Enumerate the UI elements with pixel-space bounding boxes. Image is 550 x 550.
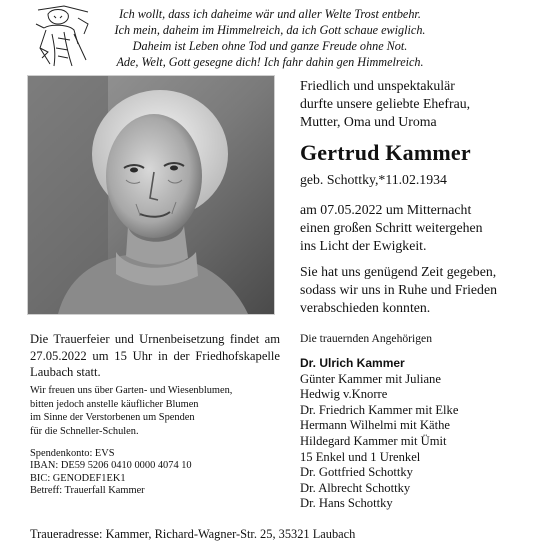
funeral-ceremony-info: Die Trauerfeier und Urnenbeisetzung findet am 27.05.2022 um 15 Uhr in der Friedhofskapelle Laubach statt. <box>30 332 280 379</box>
flowers-line: bitten jedoch anstelle käuflicher Blumen <box>30 398 199 410</box>
flowers-line: Wir freuen uns über Garten- und Wiesenblumen, <box>30 385 233 396</box>
death-text <box>300 201 532 255</box>
verse-line: Daheim ist Leben ohne Tod und ganze Freude ohne Not. <box>132 39 408 53</box>
verse-line: Ich wollt, dass ich daheime wär und aller Welte Trost entbehr. <box>119 7 421 21</box>
mourner-name: Dr. Friedrich Kammer mit Elke <box>300 402 459 417</box>
mourner-name: Günter Kammer mit Juliane <box>300 371 441 386</box>
flowers-donation-request <box>30 384 280 438</box>
mourner-name: Hildegard Kammer mit Ümit <box>300 433 447 448</box>
farewell-line: verabschieden konnten. <box>300 300 431 315</box>
birth-info: geb. Schottky,*11.02.1934 <box>300 172 447 187</box>
intro-line: durfte unsere geliebte Ehefrau, <box>300 96 471 111</box>
mourner-name: Dr. Hans Schottky <box>300 496 393 511</box>
verse-line: Ich mein, daheim im Himmelreich, da ich Gott schaue ewiglich. <box>114 23 426 37</box>
mourner-name: Dr. Ulrich Kammer <box>300 356 405 370</box>
bank-line: BIC: GENODEF1EK1 <box>30 472 126 484</box>
farewell-text <box>300 263 532 317</box>
farewell-line: sodass wir uns in Ruhe und Frieden <box>300 282 497 297</box>
poem-verse <box>100 6 440 70</box>
mourning-address: Traueradresse: Kammer, Richard-Wagner-Str. 25, 35321 Laubach <box>30 527 356 541</box>
mourners-list <box>300 356 532 512</box>
intro-text <box>300 77 532 131</box>
flowers-line: für die Schneller-Schulen. <box>30 425 139 437</box>
donation-bank-details <box>30 448 280 497</box>
intro-line: Friedlich und unspektakulär <box>300 78 455 93</box>
death-line: einen großen Schritt weitergehen <box>300 220 483 235</box>
bank-line: Spendenkonto: EVS <box>30 448 115 459</box>
bank-line: IBAN: DE59 5206 0410 0000 4074 10 <box>30 460 192 472</box>
pilgrim-sketch-illustration <box>34 4 92 68</box>
death-line: am 07.05.2022 um Mitternacht <box>300 202 472 217</box>
flowers-line: im Sinne der Verstorbenen um Spenden <box>30 412 195 423</box>
death-line: ins Licht der Ewigkeit. <box>300 238 427 253</box>
mourners-heading: Die trauernden Angehörigen <box>300 332 432 345</box>
mourner-name: Hermann Wilhelmi mit Käthe <box>300 418 450 433</box>
intro-line: Mutter, Oma und Uroma <box>300 114 437 129</box>
mourner-name: Hedwig v.Knorre <box>300 387 388 402</box>
verse-line: Ade, Welt, Gott gesegne dich! Ich fahr dahin gen Himmelreich. <box>116 55 424 69</box>
bank-line: Betreff: Trauerfall Kammer <box>30 484 145 496</box>
portrait-photo <box>28 76 274 314</box>
mourner-name: Dr. Albrecht Schottky <box>300 480 411 495</box>
mourner-name: Dr. Gottfried Schottky <box>300 465 413 480</box>
deceased-name: Gertrud Kammer <box>300 140 471 165</box>
farewell-line: Sie hat uns genügend Zeit gegeben, <box>300 264 497 279</box>
mourner-name: 15 Enkel und 1 Urenkel <box>300 449 421 464</box>
